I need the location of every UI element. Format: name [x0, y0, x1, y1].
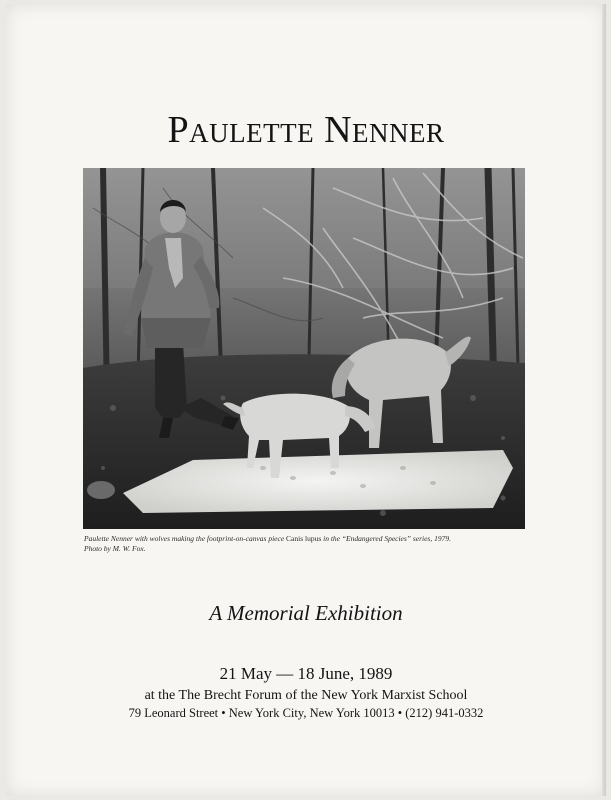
photo-caption — [84, 534, 529, 554]
caption-text-series: in the “Endangered Species” series, 1979. — [321, 534, 451, 543]
caption-text: Paulette Nenner with wolves making the footprint-on-canvas piece — [84, 534, 287, 543]
exhibition-dates: 21 May — 18 June, 1989 — [219, 664, 393, 683]
exhibition-venue: at the The Brecht Forum of the New York Marxist School — [144, 688, 468, 703]
photograph-artist-with-wolves — [83, 168, 525, 529]
artist-name-title: Paulette Nenner — [167, 109, 445, 151]
brochure-page — [6, 4, 606, 796]
venue-address: 79 Leonard Street • New York City, New York 10013 • (212) 941-0332 — [128, 706, 484, 720]
caption-photo-credit: Photo by M. W. Fox. — [84, 544, 146, 553]
exhibition-subtitle: A Memorial Exhibition — [209, 601, 403, 625]
caption-work-title: Canis lupus — [286, 534, 322, 543]
